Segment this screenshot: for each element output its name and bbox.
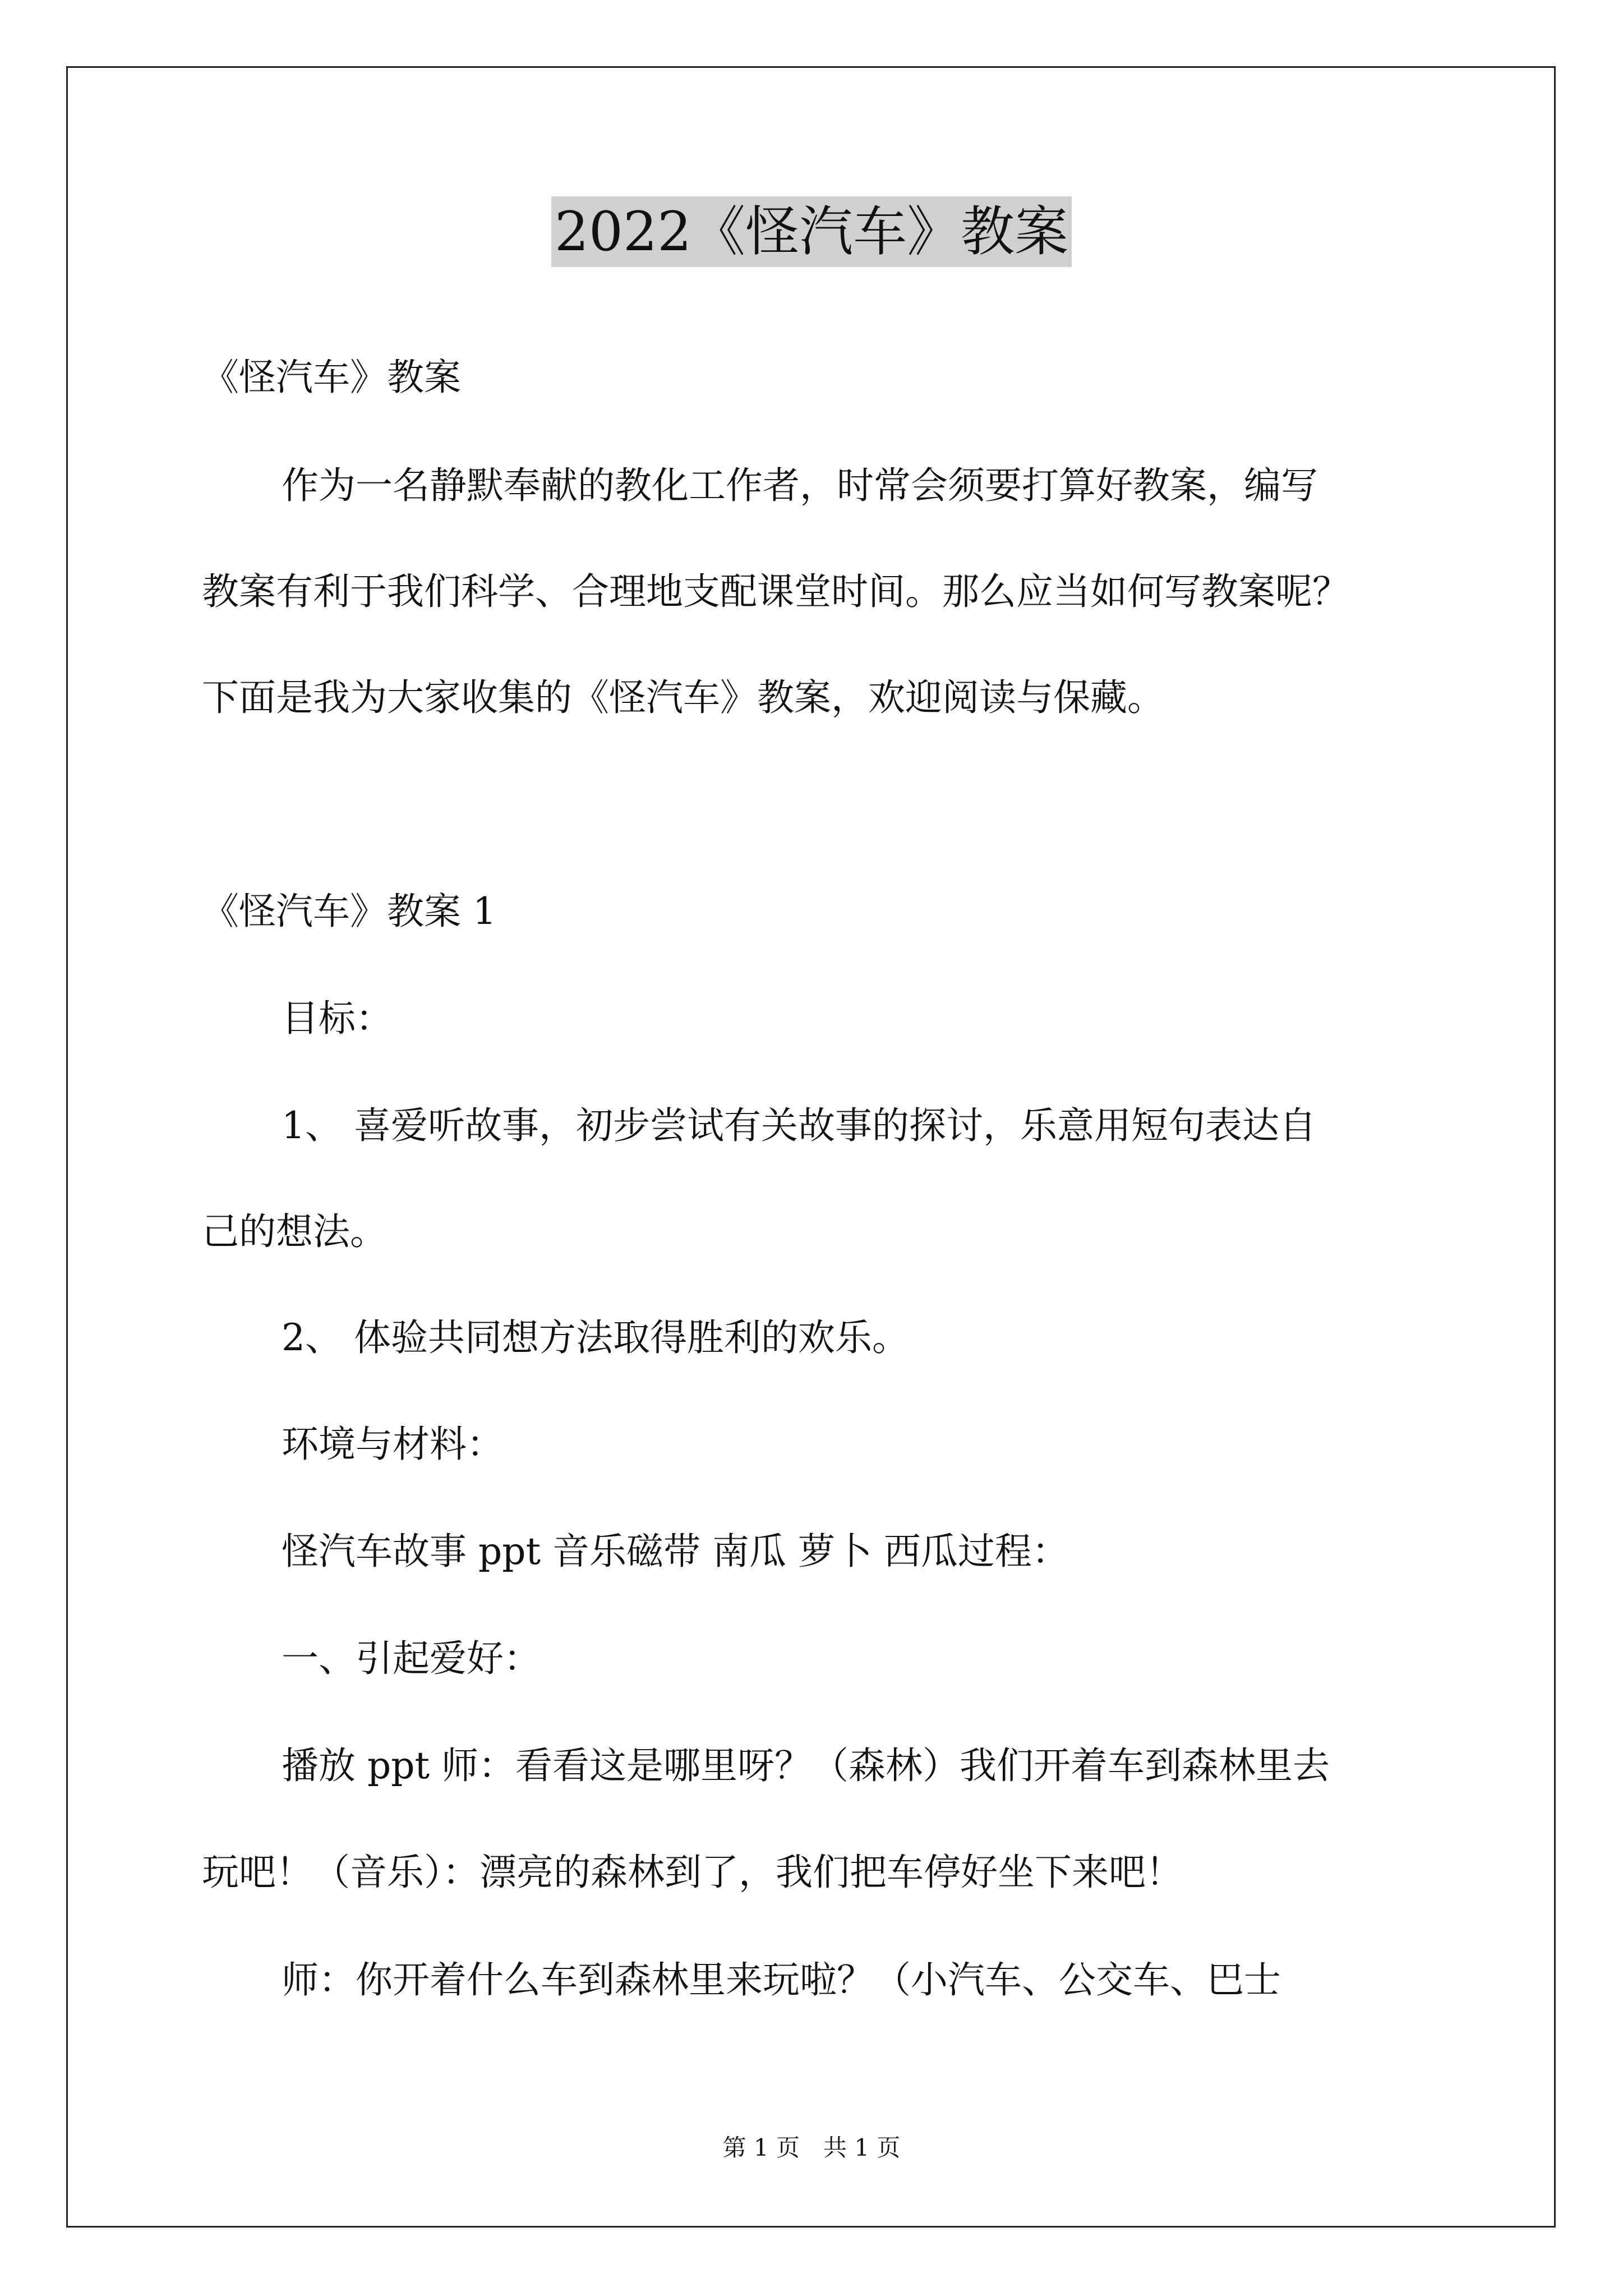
paragraph-line: 1、 喜爱听故事，初步尝试有关故事的探讨，乐意用短句表达自 (282, 1104, 1316, 1147)
document-title: 2022《怪汽车》教案 (551, 196, 1072, 267)
paragraph-line: 作为一名静默奉献的教化工作者，时常会须要打算好教案，编写 (282, 464, 1318, 507)
paragraph-line: 怪汽车故事 ppt 音乐磁带 南瓜 萝卜 西瓜过程： (282, 1530, 1069, 1573)
paragraph-line: 玩吧！（音乐）：漂亮的森林到了，我们把车停好坐下来吧！ (202, 1851, 1183, 1894)
paragraph-line: 教案有利于我们科学、合理地支配课堂时间。那么应当如何写教案呢？ (202, 570, 1349, 613)
paragraph-line: 己的想法。 (202, 1210, 387, 1253)
paragraph-line: 2、 体验共同想方法取得胜利的欢乐。 (282, 1316, 909, 1359)
paragraph-line: 一、引起爱好： (282, 1637, 541, 1680)
paragraph-line: 播放 ppt 师：看看这是哪里呀？（森林）我们开着车到森林里去 (282, 1744, 1330, 1787)
title-container (0, 196, 1623, 267)
paragraph-line: 环境与材料： (282, 1423, 504, 1466)
section-heading: 《怪汽车》教案 1 (202, 890, 496, 933)
page-footer: 第 1 页 共 1 页 (722, 2134, 901, 2161)
paragraph-line: 下面是我为大家收集的《怪汽车》教案，欢迎阅读与保藏。 (202, 676, 1164, 719)
paragraph-line: 师：你开着什么车到森林里来玩啦？（小汽车、公交车、巴士 (282, 1958, 1281, 2001)
section-heading: 《怪汽车》教案 (202, 356, 461, 399)
paragraph-line: 目标： (282, 997, 393, 1040)
